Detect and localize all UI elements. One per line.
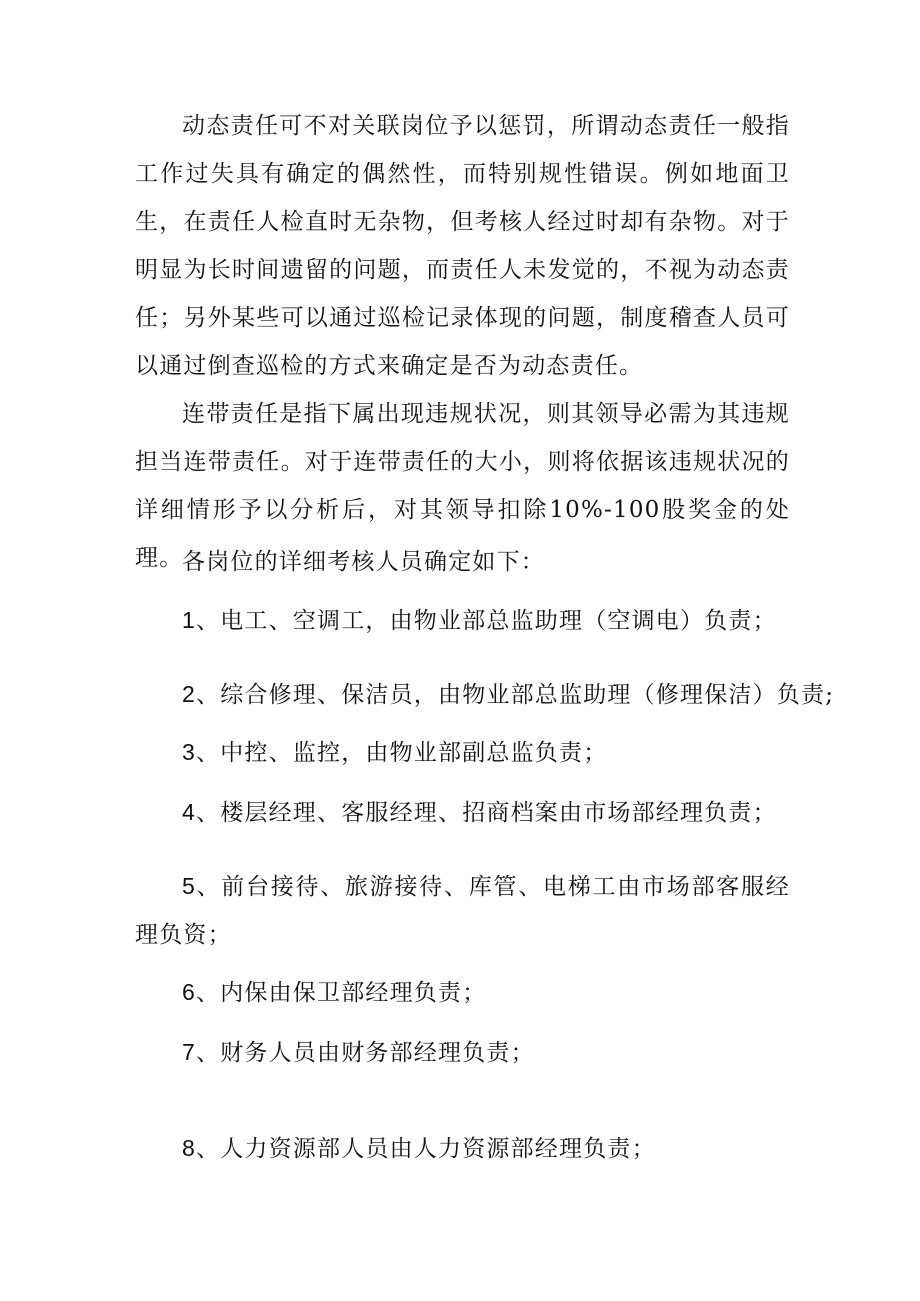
- list-item: [182, 1028, 792, 1077]
- list-item: [182, 596, 792, 645]
- paragraph-dynamic-responsibility: 动态责任可不对关联岗位予以惩罚，所谓动态责任一般指工作过失具有确定的偶然性，而特别规性错误。例如地面卫生，在责任人检直时无杂物，但考核人经过时却有杂物。对于明显为长时间遗留的问题，而责任人未发觉的，不视为动态责任；另外某些可以通过巡检记录体现的问题，制度稽查人员可以通过倒查巡检的方式来确定是否为动态责任。: [135, 113, 790, 379]
- list-item: [182, 670, 835, 719]
- list-item-text: 、电工、空调工，由物业部总监助理（空调电）负责；: [196, 608, 777, 634]
- paragraph-assessor-intro: 各岗位的详细考核人员确定如下：: [182, 549, 545, 575]
- list-item-text: 、综合修理、保洁员，由物业部总监助理（修理保洁）负责;: [196, 682, 835, 708]
- list-item-text: 、财务人员由财务部经理负责；: [196, 1040, 535, 1066]
- list-item-number: 8: [182, 1135, 196, 1161]
- list-item-number: 7: [182, 1039, 196, 1065]
- list-item-text: 、前台接待、旅游接待、库管、电梯工由市场部客服经理负资；: [135, 874, 790, 948]
- list-item-number: 1: [182, 607, 196, 633]
- list-item-text: 、中控、监控，由物业部副总监负责；: [196, 740, 608, 766]
- paragraph-joint-responsibility: 连带责任是指下属出现违规状况，则其领导必需为其违规担当连带责任。对于连带责任的大小，则将依据该违规状况的详细情形予以分析后，对其领导扣除10%-100股奖金的处理。: [135, 401, 790, 571]
- list-item: [135, 862, 790, 959]
- list-item-number: 5: [182, 873, 196, 899]
- list-item: [182, 788, 792, 837]
- list-item-number: 4: [182, 799, 196, 825]
- list-item: [182, 728, 792, 777]
- list-item-text: 、内保由保卫部经理负责；: [196, 980, 487, 1006]
- list-item-number: 3: [182, 739, 196, 765]
- list-item-number: 6: [182, 979, 196, 1005]
- list-item: [182, 968, 792, 1017]
- list-item-number: 2: [182, 681, 196, 707]
- list-item-text: 、楼层经理、客服经理、招商档案由市场部经理负责；: [196, 800, 777, 826]
- list-item: [182, 1124, 792, 1173]
- list-item-text: 、人力资源部人员由人力资源部经理负责；: [196, 1136, 656, 1162]
